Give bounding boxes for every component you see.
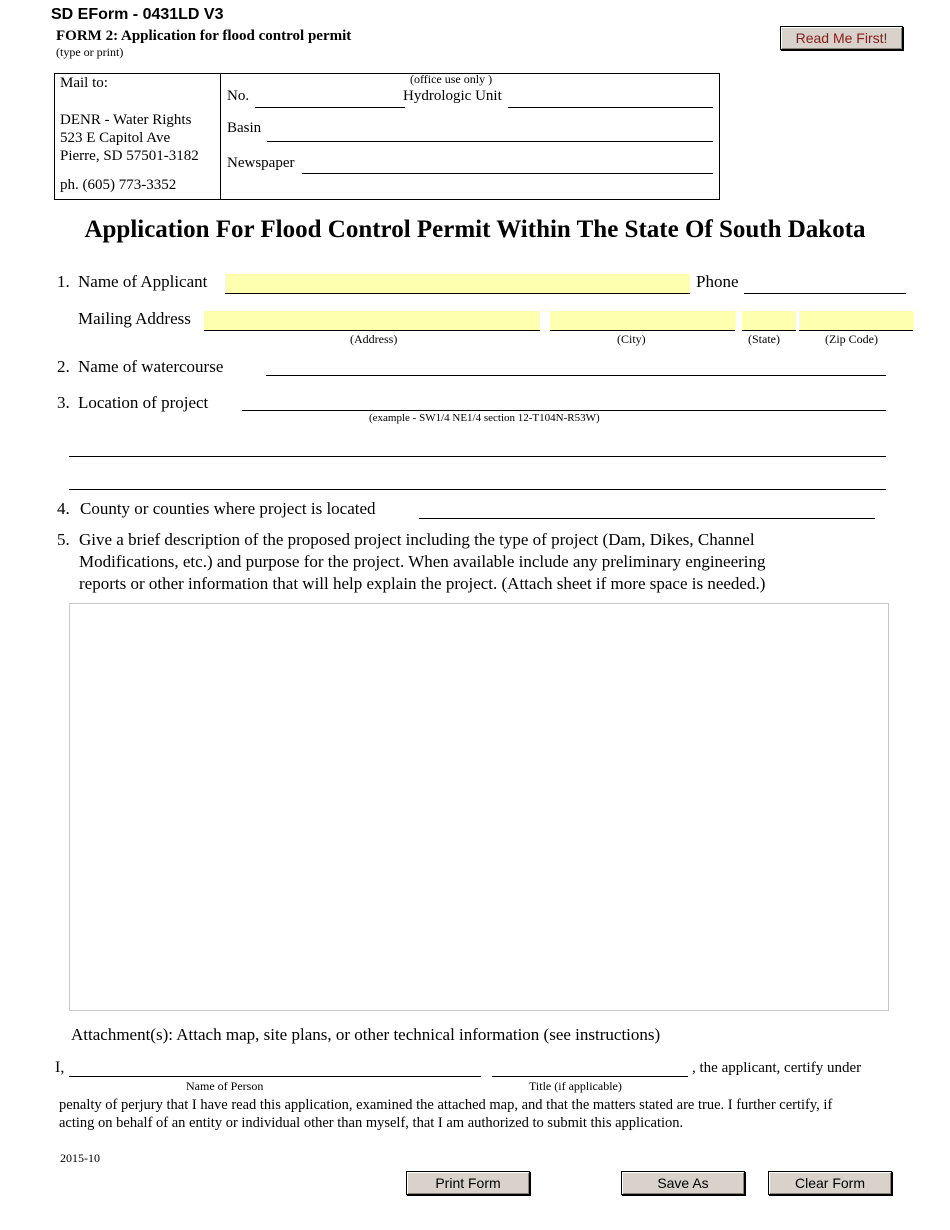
address-input[interactable] [204, 311, 540, 331]
read-me-first-button[interactable]: Read Me First! [780, 26, 903, 50]
name-of-person-caption: Name of Person [186, 1079, 264, 1093]
zip-code-input[interactable] [799, 311, 913, 331]
certify-name-input[interactable] [69, 1076, 481, 1077]
city-input[interactable] [550, 311, 735, 331]
q1-number: 1. [57, 272, 70, 291]
q3-number: 3. [57, 393, 70, 412]
certify-text-line3: acting on behalf of an entity or individual other than myself, that I am authorized to submit this application. [59, 1115, 684, 1131]
basin-line [267, 141, 713, 142]
county-label: County or counties where project is located [80, 499, 376, 518]
description-instructions-line1: Give a brief description of the proposed project including the type of project (Dam, Dikes, Channel [79, 530, 755, 549]
watercourse-label: Name of watercourse [78, 357, 224, 376]
project-description-textarea[interactable] [69, 603, 889, 1011]
office-use-note: (office use only ) [410, 72, 493, 86]
phone-input[interactable] [744, 293, 906, 294]
no-line [255, 107, 405, 108]
state-caption: (State) [748, 332, 780, 346]
newspaper-line [302, 173, 713, 174]
no-label: No. [227, 88, 250, 104]
denr-address-line3: Pierre, SD 57501-3182 [60, 148, 199, 164]
description-instructions-line2: Modifications, etc.) and purpose for the project. When available include any preliminary engineering [79, 552, 766, 571]
state-input[interactable] [742, 311, 796, 331]
certify-text-line2: penalty of perjury that I have read this application, examined the attached map, and that the matters stated are true. I further certify, if [59, 1097, 833, 1113]
watercourse-input[interactable] [266, 375, 886, 376]
title-caption: Title (if applicable) [529, 1079, 622, 1093]
eform-id: SD EForm - 0431LD V3 [51, 6, 224, 23]
save-as-button[interactable]: Save As [621, 1171, 745, 1195]
attachments-note: Attachment(s): Attach map, site plans, or other technical information (see instructions) [71, 1025, 661, 1044]
mail-to-label: Mail to: [60, 75, 108, 91]
newspaper-label: Newspaper [227, 155, 295, 171]
certify-tail: , the applicant, certify under [692, 1060, 862, 1076]
city-caption: (City) [617, 332, 646, 346]
zip-code-caption: (Zip Code) [825, 332, 878, 346]
project-location-line3[interactable] [69, 489, 886, 490]
project-location-input[interactable] [242, 410, 886, 411]
mail-box-divider [220, 73, 221, 200]
type-note: (type or print) [56, 45, 124, 59]
certify-title-input[interactable] [492, 1076, 688, 1077]
applicant-name-label: Name of Applicant [78, 272, 208, 291]
location-example: (example - SW1/4 NE1/4 section 12-T104N-R53W) [369, 412, 600, 424]
project-location-line2[interactable] [69, 456, 886, 457]
certify-i-label: I, [55, 1059, 65, 1076]
denr-address-line2: 523 E Capitol Ave [60, 130, 171, 146]
form-title: FORM 2: Application for flood control permit [56, 28, 352, 44]
description-instructions-line3: reports or other information that will help explain the project. (Attach sheet if more space is needed.) [79, 574, 766, 593]
clear-form-button[interactable]: Clear Form [768, 1171, 892, 1195]
q4-number: 4. [57, 499, 70, 518]
applicant-name-input[interactable] [225, 274, 690, 294]
denr-phone: ph. (605) 773-3352 [60, 177, 177, 193]
hydrologic-unit-label: Hydrologic Unit [403, 88, 502, 104]
mailing-address-label: Mailing Address [78, 309, 191, 328]
project-location-label: Location of project [78, 393, 209, 412]
address-caption: (Address) [350, 332, 398, 346]
q2-number: 2. [57, 357, 70, 376]
print-form-button[interactable]: Print Form [406, 1171, 530, 1195]
denr-address-line1: DENR - Water Rights [60, 112, 192, 128]
basin-label: Basin [227, 120, 262, 136]
main-title: Application For Flood Control Permit Within The State Of South Dakota [84, 216, 866, 243]
county-input[interactable] [419, 518, 875, 519]
phone-label: Phone [696, 272, 739, 291]
hydrologic-unit-line [508, 107, 713, 108]
q5-number: 5. [57, 530, 70, 549]
form-revision: 2015-10 [60, 1151, 100, 1165]
